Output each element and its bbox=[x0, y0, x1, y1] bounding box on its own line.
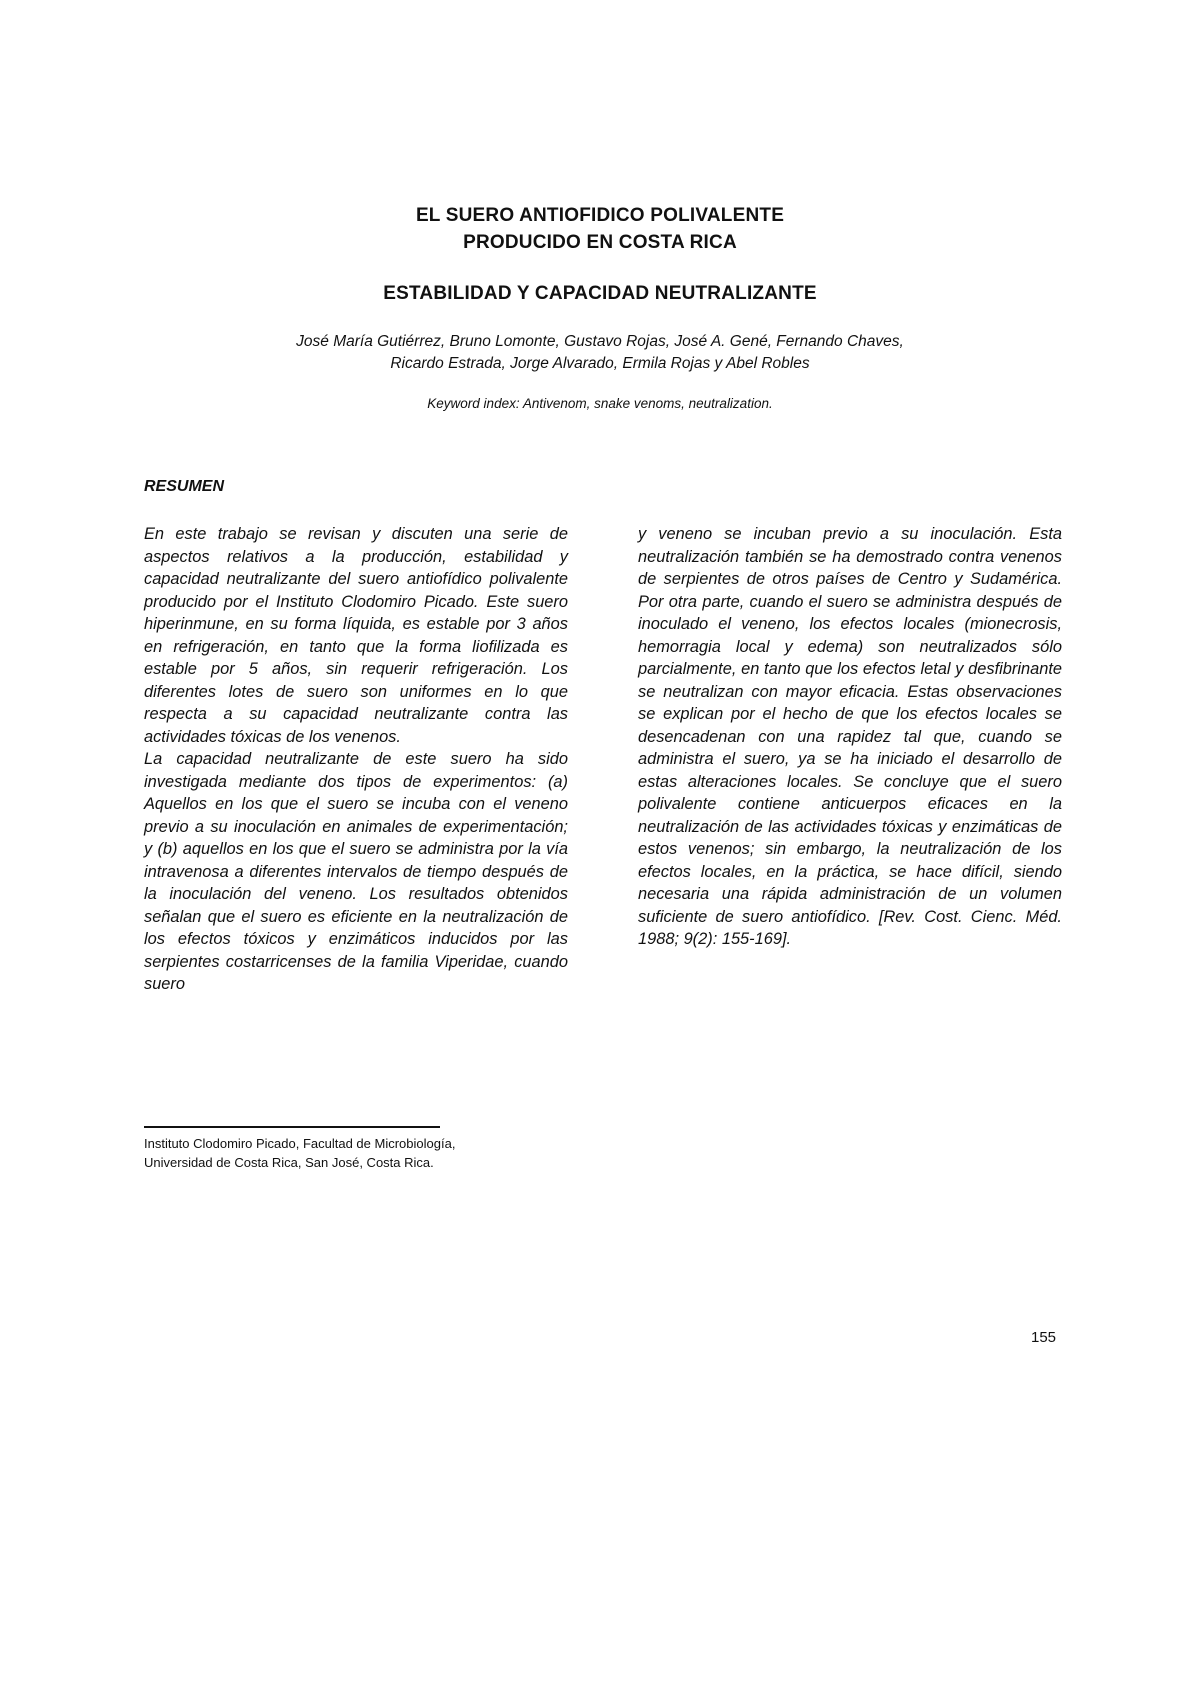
footnote-line-2: Universidad de Costa Rica, San José, Costa Rica. bbox=[144, 1155, 434, 1170]
footnote-rule bbox=[144, 1126, 440, 1128]
abstract-paragraph-2: La capacidad neutralizante de este suero ha sido investigada mediante dos tipos de experimentos: (a) Aquellos en los que el suero se incuba con el veneno previo a su inoculación en animales de experimentación; y (b) aquellos en los que el suero se administra por la vía intravenosa a diferentes intervalos de tiempo después de la inoculación del veneno. Los resultados obtenidos señalan que el suero es eficiente en la neutralización de los efectos tóxicos y enzimáticos inducidos por las serpientes costarricenses de la familia Viperidae, cuando suero bbox=[144, 750, 568, 993]
page-number: 155 bbox=[1031, 1329, 1057, 1346]
abstract-heading: RESUMEN bbox=[144, 478, 225, 495]
title-line-2: PRODUCIDO EN COSTA RICA bbox=[463, 232, 737, 253]
abstract-right-column bbox=[638, 523, 1062, 951]
footnote bbox=[144, 1134, 455, 1172]
authors-line-1: José María Gutiérrez, Bruno Lomonte, Gustavo Rojas, José A. Gené, Fernando Chaves, bbox=[296, 333, 904, 350]
authors-line-2: Ricardo Estrada, Jorge Alvarado, Ermila Rojas y Abel Robles bbox=[390, 355, 810, 372]
subtitle: ESTABILIDAD Y CAPACIDAD NEUTRALIZANTE bbox=[383, 283, 817, 304]
abstract-paragraph-1: En este trabajo se revisan y discuten una serie de aspectos relativos a la producción, estabilidad y capacidad neutralizante del suero antiofídico polivalente producido por el Instituto Clodomiro Picado. Este suero hiperinmune, en su forma líquida, es estable por 3 años en refrigeración, en tanto que la forma liofilizada es estable por 5 años, sin requerir refrigeración. Los diferentes lotes de suero son uniformes en lo que respecta a su capacidad neutralizante contra las actividades tóxicas de los venenos. bbox=[144, 525, 568, 746]
abstract-paragraph-3: y veneno se incuban previo a su inoculación. Esta neutralización también se ha demostrado contra venenos de serpientes de otros países de Centro y Sudamérica. Por otra parte, cuando el suero se administra después de inoculado el veneno, los efectos locales (mionecrosis, hemorragia local y edema) son neutralizados sólo parcialmente, en tanto que los efectos letal y desfibrinante se neutralizan con mayor eficacia. Estas observaciones se explican por el hecho de que los efectos locales se desencadenan con una rapidez tal que, cuando se administra el suero, ya se ha iniciado el desarrollo de estas alteraciones locales. Se concluye que el suero polivalente contiene anticuerpos eficaces en la neutralización de las actividades tóxicas y enzimáticas de estos venenos; sin embargo, la neutralización de los efectos locales, en la práctica, se hace difícil, siendo necesaria una rápida administración de un volumen suficiente de suero antiofídico. [Rev. Cost. Cienc. Méd. 1988; 9(2): 155-169]. bbox=[638, 525, 1062, 948]
footnote-line-1: Instituto Clodomiro Picado, Facultad de Microbiología, bbox=[144, 1136, 456, 1151]
abstract-left-column bbox=[144, 523, 568, 996]
title-line-1: EL SUERO ANTIOFIDICO POLIVALENTE bbox=[415, 205, 785, 226]
keyword-index: Keyword index: Antivenom, snake venoms, neutralization. bbox=[427, 396, 773, 411]
